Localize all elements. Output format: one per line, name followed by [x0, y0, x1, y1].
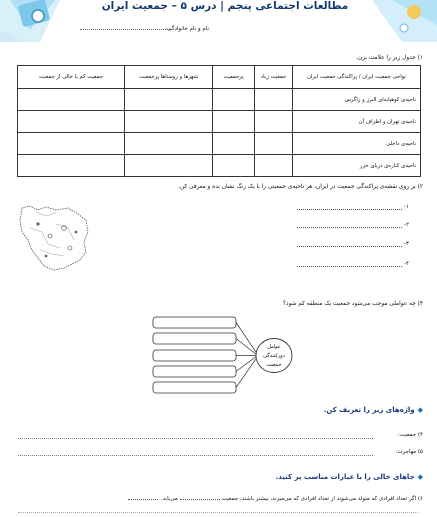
section-title-text: جاهای خالی را با عبارات مناسب پر کنید.: [275, 473, 415, 481]
answer-number: -۴: [404, 261, 409, 267]
table-header-row: [18, 66, 421, 89]
population-table: [17, 65, 421, 177]
table-cell[interactable]: [125, 133, 213, 155]
fill-blank[interactable]: [180, 499, 220, 500]
table-cell[interactable]: [125, 111, 213, 133]
answer-line-1[interactable]: [297, 204, 409, 210]
table-cell[interactable]: [255, 111, 293, 133]
factors-diagram: [150, 313, 295, 398]
fill-trailing-dots: [128, 499, 158, 500]
factor-box: [153, 333, 236, 344]
factor-box: [153, 382, 236, 393]
table-header-cell: شهرها و روستاها پرجمعیت: [125, 66, 213, 89]
table-cell[interactable]: [18, 89, 125, 111]
table-row-label: ناحیه‌ی کوهپایه‌ای البرز و زاگرس: [293, 89, 421, 111]
center-label-line-2: دورکنندگی: [263, 353, 285, 359]
table-header-cell: نواحی جمعیت ایران / پراکندگی جمعیت ایران: [293, 66, 421, 89]
factor-box: [153, 317, 236, 328]
table-cell[interactable]: [213, 155, 255, 177]
name-label: نام و نام خانوادگی:: [165, 26, 209, 32]
table-cell[interactable]: [18, 155, 125, 177]
definition-label-1: ۴) جمعیت:: [397, 432, 423, 438]
table-row: [18, 133, 421, 155]
table-row-label: ناحیه‌ی تهران و اطراف آن: [293, 111, 421, 133]
section-definitions-title: [324, 406, 423, 414]
table-cell[interactable]: [18, 133, 125, 155]
section-fill-title: [276, 473, 423, 481]
answer-dots: [297, 223, 402, 228]
page-title: مطالعات اجتماعی پنجم | درس ۵ – جمعیت ایران: [101, 0, 349, 12]
fill-sentence-part-a: ۶) اگر تعداد افرادی که متولد می‌شوند از تعداد افرادی که می‌میرند، بیشتر باشند، جمعیت: [221, 496, 423, 502]
answer-number: -۳: [404, 241, 409, 247]
answer-line-2[interactable]: [297, 222, 409, 228]
factor-box: [153, 366, 236, 377]
answer-dots: [297, 262, 402, 267]
header-decoration-right: [342, 0, 437, 42]
question-2-prompt: ۲) بر روی نقشه‌ی پراکندگی جمعیت در ایران، هر ناحیه‌ی جمعیتی را با یک رنگ نشان بده و معرفی کن.: [178, 184, 423, 190]
answer-dots: [297, 205, 402, 210]
page-bottom-line: [18, 512, 418, 513]
table-cell[interactable]: [125, 89, 213, 111]
definition-line-1[interactable]: [18, 438, 373, 439]
table-row-label: ناحیه‌ی کناره‌ی دریای خزر: [293, 155, 421, 177]
question-3-prompt: ۳) چه عواملی موجب می‌شود جمعیت یک منطقه کم شود؟: [282, 301, 423, 307]
answer-number: -۲: [404, 222, 409, 228]
fill-sentence-part-b: می‌یابد.: [160, 496, 178, 502]
table-cell[interactable]: [18, 111, 125, 133]
table-cell[interactable]: [213, 89, 255, 111]
table-cell[interactable]: [213, 111, 255, 133]
definition-line-2[interactable]: [18, 455, 373, 456]
diamond-icon: ◆: [417, 406, 423, 414]
answer-dots: [297, 242, 402, 247]
table-header-cell: جمعیت کم یا خالی از جمعیت: [18, 66, 125, 89]
table-header-cell: جمعیت زیاد: [255, 66, 293, 89]
name-field-line[interactable]: [80, 29, 170, 30]
center-label-line-1: عوامل: [267, 344, 281, 350]
table-row: [18, 155, 421, 177]
center-label-line-3: جمعیت: [266, 362, 282, 368]
table-cell[interactable]: [255, 89, 293, 111]
table-cell[interactable]: [213, 133, 255, 155]
table-row-label: ناحیه‌ی داخلی: [293, 133, 421, 155]
factor-box: [153, 350, 236, 361]
fill-sentence: [128, 496, 423, 502]
answer-line-4[interactable]: [297, 261, 409, 267]
answer-line-3[interactable]: [297, 241, 409, 247]
header-decoration-left: [0, 0, 80, 42]
table-cell[interactable]: [255, 155, 293, 177]
iran-map-outline: [16, 198, 94, 276]
table-header-cell: پرجمعیت: [213, 66, 255, 89]
table-row: [18, 111, 421, 133]
definition-label-2: ۵) مهاجرت:: [395, 449, 423, 455]
diamond-icon: ◆: [417, 473, 423, 481]
section-title-text: واژه‌های زیر را تعریف کن.: [323, 406, 415, 414]
question-1-prompt: ۱) جدول زیر را علامت بزن.: [356, 55, 423, 61]
answer-number: -۱: [404, 204, 409, 210]
table-row: [18, 89, 421, 111]
header-band: [0, 0, 437, 42]
table-cell[interactable]: [125, 155, 213, 177]
table-cell[interactable]: [255, 133, 293, 155]
